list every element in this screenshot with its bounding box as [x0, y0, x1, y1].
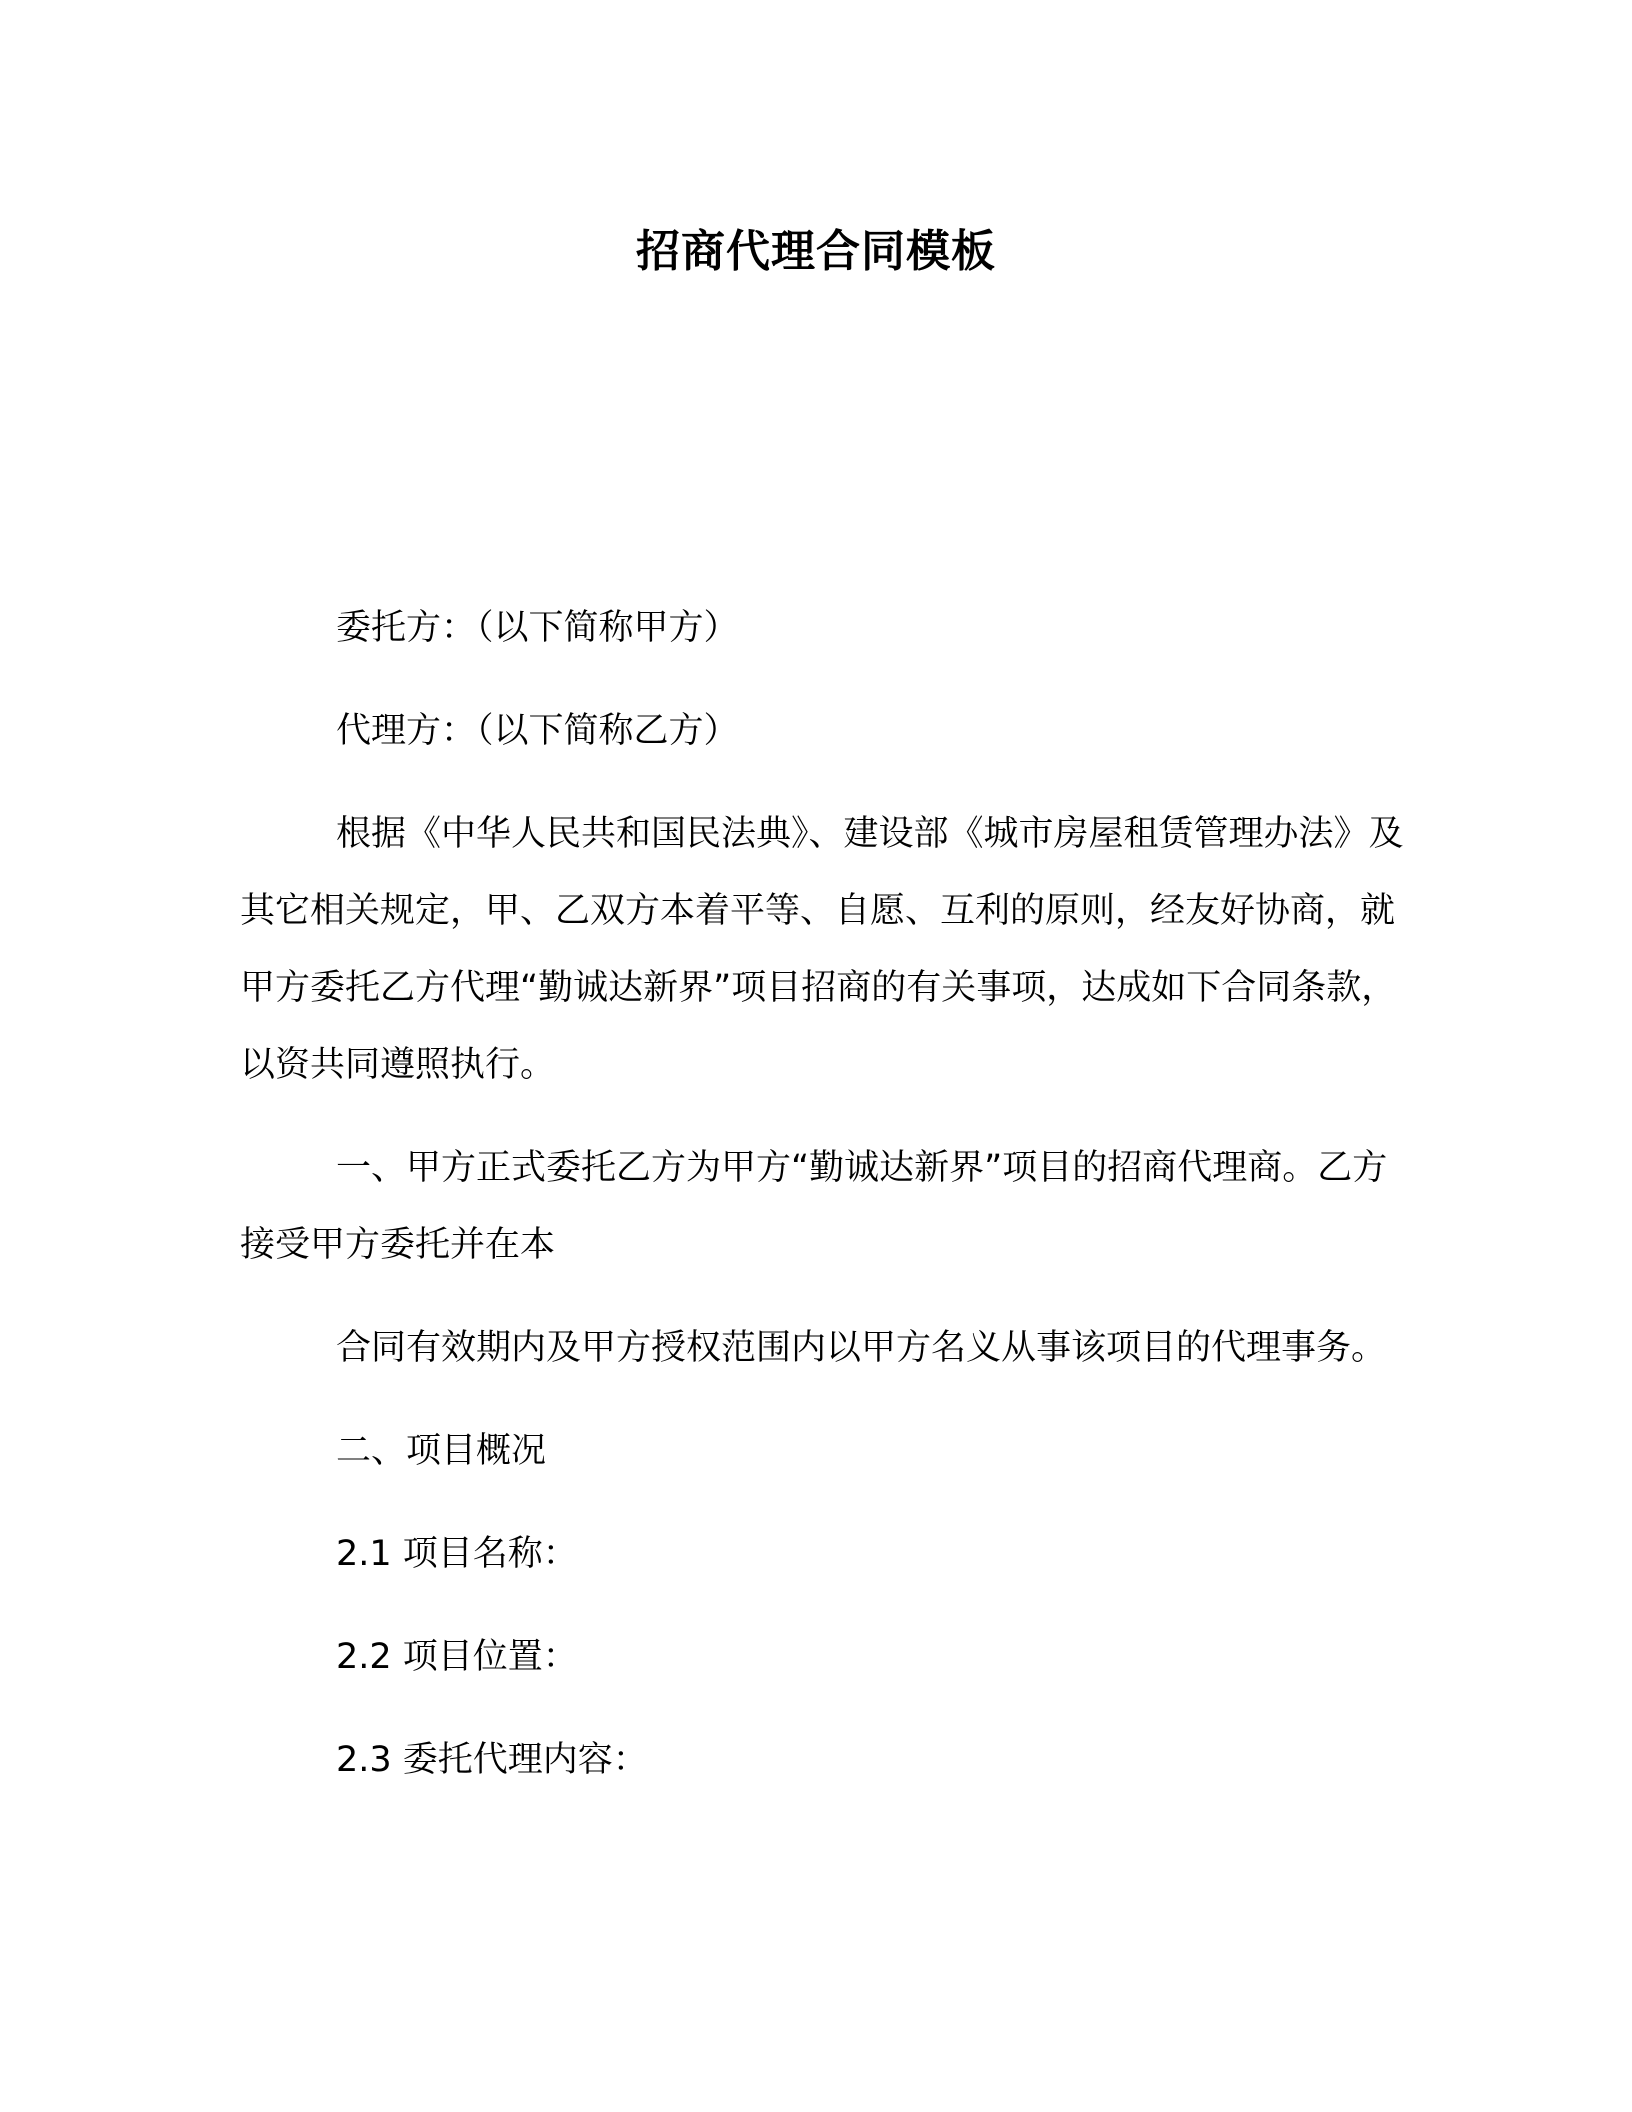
- paragraph-preamble: 根据《中华人民共和国民法典》、建设部《城市房屋租赁管理办法》及其它相关规定，甲、乙双方本着平等、自愿、互利的原则，经友好协商，就甲方委托乙方代理“勤诚达新界”项目招商的有关事项，达成如下合同条款，以资共同遵照执行。: [240, 814, 1404, 1085]
- item-entrusted-content: 2.3 委托代理内容：: [336, 1740, 648, 1780]
- paragraph-client: 委托方：（以下简称甲方）: [336, 608, 739, 648]
- document-title: 招商代理合同模板: [636, 226, 996, 277]
- paragraph-clause-1: 一、甲方正式委托乙方为甲方“勤诚达新界”项目的招商代理商。乙方接受甲方委托并在本: [240, 1148, 1388, 1265]
- paragraph-clause-1-continued: 合同有效期内及甲方授权范围内以甲方名义从事该项目的代理事务。: [336, 1328, 1387, 1368]
- section-heading-project-overview: 二、项目概况: [336, 1431, 547, 1471]
- document-body: [240, 590, 1410, 1825]
- item-project-location: 2.2 项目位置：: [336, 1637, 578, 1677]
- paragraph-agent: 代理方：（以下简称乙方）: [336, 711, 739, 751]
- item-project-name: 2.1 项目名称：: [336, 1534, 578, 1574]
